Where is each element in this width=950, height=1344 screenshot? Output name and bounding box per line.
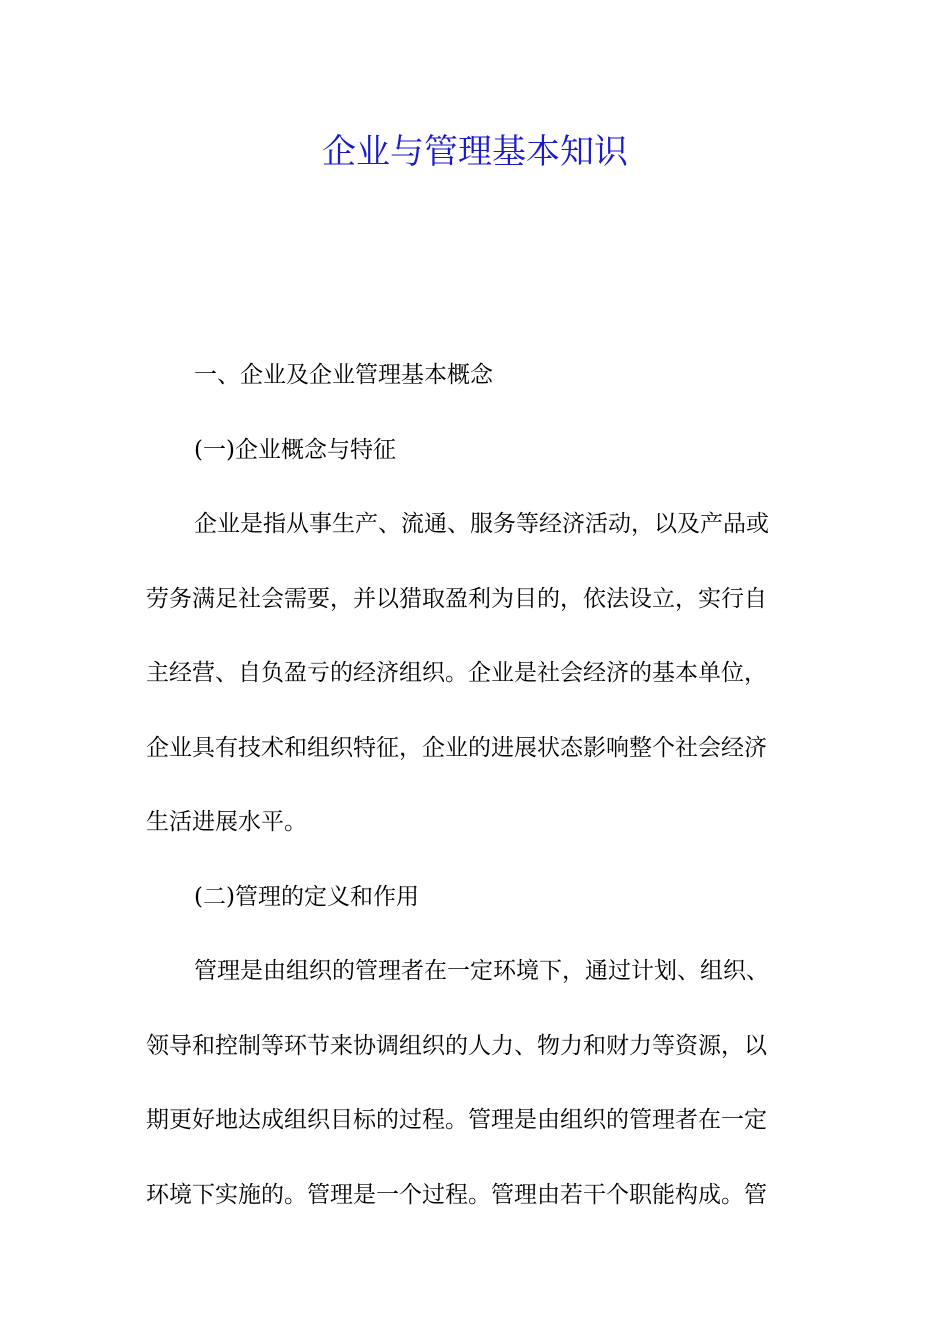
paragraph-line: 期更好地达成组织目标的过程。管理是由组织的管理者在一定 bbox=[146, 1107, 767, 1133]
section-heading: 一、企业及企业管理基本概念 bbox=[194, 362, 493, 388]
paragraph-line: 生活进展水平。 bbox=[146, 809, 307, 835]
paragraph-line: 主经营、自负盈亏的经济组织。企业是社会经济的基本单位， bbox=[146, 660, 767, 686]
paragraph-line: 领导和控制等环节来协调组织的人力、物力和财力等资源，以 bbox=[146, 1032, 767, 1059]
paragraph-line: 劳务满足社会需要，并以猎取盈利为目的，依法设立，实行自 bbox=[146, 585, 767, 612]
paragraph-line: 环境下实施的。管理是一个过程。管理由若干个职能构成。管 bbox=[146, 1181, 767, 1208]
subsection-heading: (二)管理的定义和作用 bbox=[194, 883, 419, 910]
paragraph-line: 管理是由组织的管理者在一定环境下，通过计划、组织、 bbox=[194, 958, 769, 984]
subsection-heading: (一)企业概念与特征 bbox=[194, 436, 396, 463]
document-body bbox=[146, 338, 806, 1232]
paragraph-line: 企业是指从事生产、流通、服务等经济活动，以及产品或 bbox=[194, 511, 769, 537]
document-title: 企业与管理基本知识 bbox=[322, 132, 628, 172]
paragraph-line: 企业具有技术和组织特征，企业的进展状态影响整个社会经济 bbox=[146, 734, 767, 761]
